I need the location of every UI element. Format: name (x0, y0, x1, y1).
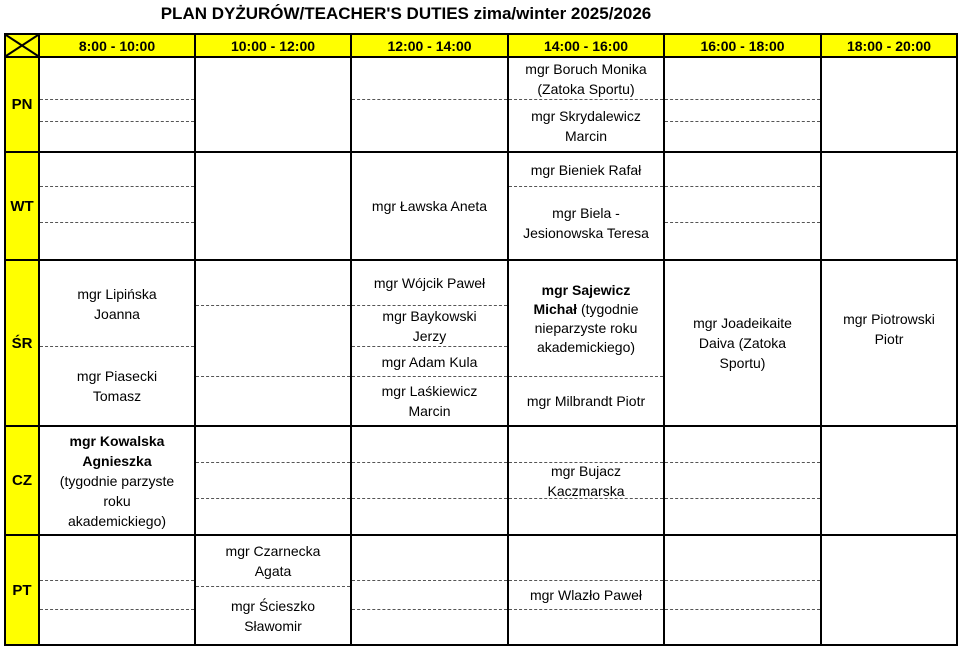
sub-divider (665, 609, 820, 610)
duty-line: Jerzy (412, 328, 447, 344)
day-label: ŚR (11, 334, 33, 352)
duty-line: Piotr (874, 330, 904, 347)
duty-line: mgr Biela - (552, 205, 620, 221)
sub-divider (196, 498, 350, 499)
duty-cell (196, 587, 350, 644)
sub-divider (665, 498, 820, 499)
duty-line: mgr Boruch Monika (525, 60, 647, 77)
sub-divider (509, 609, 663, 610)
duty-cell (822, 261, 956, 396)
duty-line: mgr Skrydalewicz (531, 107, 641, 124)
duty-cell (196, 536, 350, 586)
duty-line (533, 300, 638, 319)
duty-line: mgr Piasecki (76, 368, 158, 384)
duty-cell (352, 153, 507, 259)
time-header: 8:00 - 10:00 (78, 37, 156, 54)
duty-line: Agata (254, 563, 292, 579)
duty-note: (tygodnie (580, 300, 639, 317)
duty-line: mgr Wójcik Paweł (373, 275, 486, 291)
duty-line: mgr Joadeikaite (693, 315, 792, 331)
sub-divider (40, 580, 194, 581)
duty-cell (352, 347, 507, 376)
sub-divider (352, 609, 507, 610)
sub-divider (196, 305, 350, 306)
sub-divider (196, 376, 350, 377)
duty-line: Joanna (94, 305, 140, 322)
duty-line: mgr Sajewicz (541, 281, 631, 298)
duty-cell (509, 58, 663, 99)
duty-cell (40, 261, 194, 346)
duty-line: mgr Milbrandt Piotr (526, 393, 646, 409)
duty-line: mgr Ławska Aneta (371, 198, 488, 214)
duty-line: mgr Lipińska (77, 285, 157, 302)
corner-cross-icon (6, 35, 38, 56)
time-header: 14:00 - 16:00 (543, 37, 629, 54)
page-title: PLAN DYŻURÓW/TEACHER'S DUTIES zima/winter 2025/2026 (160, 4, 652, 23)
duty-line: Tomasz (92, 388, 142, 404)
time-header: 10:00 - 12:00 (230, 37, 316, 54)
grid-line (4, 644, 958, 646)
duty-line: nieparzyste roku (534, 319, 638, 336)
time-header: 18:00 - 20:00 (846, 37, 932, 54)
duty-line: Sławomir (244, 617, 302, 634)
duty-line: mgr Adam Kula (381, 353, 478, 370)
sub-divider (40, 186, 194, 187)
day-label: PN (11, 96, 33, 113)
duty-line: Marcin (564, 127, 607, 144)
duty-line: (Zatoka Sportu) (537, 80, 635, 97)
time-header: 12:00 - 14:00 (387, 37, 472, 54)
duty-line: mgr Laśkiewicz (381, 383, 478, 399)
duty-line: mgr Wlazło Paweł (529, 587, 643, 603)
duty-cell (352, 261, 507, 305)
duty-line: (tygodnie parzyste (59, 472, 175, 489)
duty-line: Agnieszka (82, 452, 152, 469)
duty-cell (509, 261, 663, 376)
duty-name-bold: Michał (533, 300, 578, 317)
duty-line: mgr Kowalska (69, 432, 165, 449)
sub-divider (196, 462, 350, 463)
sub-divider (40, 121, 194, 122)
duty-line: mgr Baykowski (382, 308, 477, 324)
sub-divider (40, 222, 194, 223)
duty-cell (352, 377, 507, 425)
duty-line: mgr Bujacz (550, 462, 622, 479)
duty-cell (509, 581, 663, 609)
duty-cell (509, 377, 663, 425)
duty-line: akademickiego) (67, 512, 167, 529)
duty-cell (665, 261, 820, 425)
day-label: WT (10, 197, 34, 215)
time-header: 16:00 - 18:00 (700, 37, 785, 54)
duty-line: mgr Czarnecka (225, 543, 321, 559)
day-label: CZ (12, 472, 32, 489)
duty-line: Kaczmarska (547, 482, 625, 499)
grid-line (956, 33, 958, 646)
sub-divider (40, 609, 194, 610)
duty-line: Sportu) (719, 355, 766, 371)
grid-line (4, 534, 958, 536)
duty-line: Jesionowska Teresa (523, 225, 649, 241)
sub-divider (352, 498, 507, 499)
sub-divider (40, 99, 194, 100)
sub-divider (665, 580, 820, 581)
sub-divider (665, 99, 820, 100)
day-label: PT (12, 581, 32, 599)
duty-line: roku (103, 492, 131, 509)
sub-divider (352, 99, 507, 100)
sub-divider (352, 462, 507, 463)
duty-cell (40, 347, 194, 425)
sub-divider (665, 462, 820, 463)
sub-divider (665, 186, 820, 187)
duty-cell (509, 100, 663, 151)
duty-line: mgr Bieniek Rafał (530, 161, 642, 178)
duty-cell (509, 187, 663, 259)
duty-cell (509, 153, 663, 186)
duty-cell (40, 427, 194, 534)
duty-cell (352, 306, 507, 346)
sub-divider (665, 222, 820, 223)
sub-divider (352, 580, 507, 581)
grid-line (4, 56, 958, 58)
duty-line: Marcin (408, 403, 451, 419)
duty-line: mgr Piotrowski (843, 310, 935, 327)
sub-divider (665, 121, 820, 122)
duty-cell (509, 427, 663, 534)
duty-line: akademickiego) (536, 338, 636, 355)
duty-line: Daiva (Zatoka (698, 335, 787, 351)
duty-line: mgr Ścieszko (230, 597, 316, 614)
